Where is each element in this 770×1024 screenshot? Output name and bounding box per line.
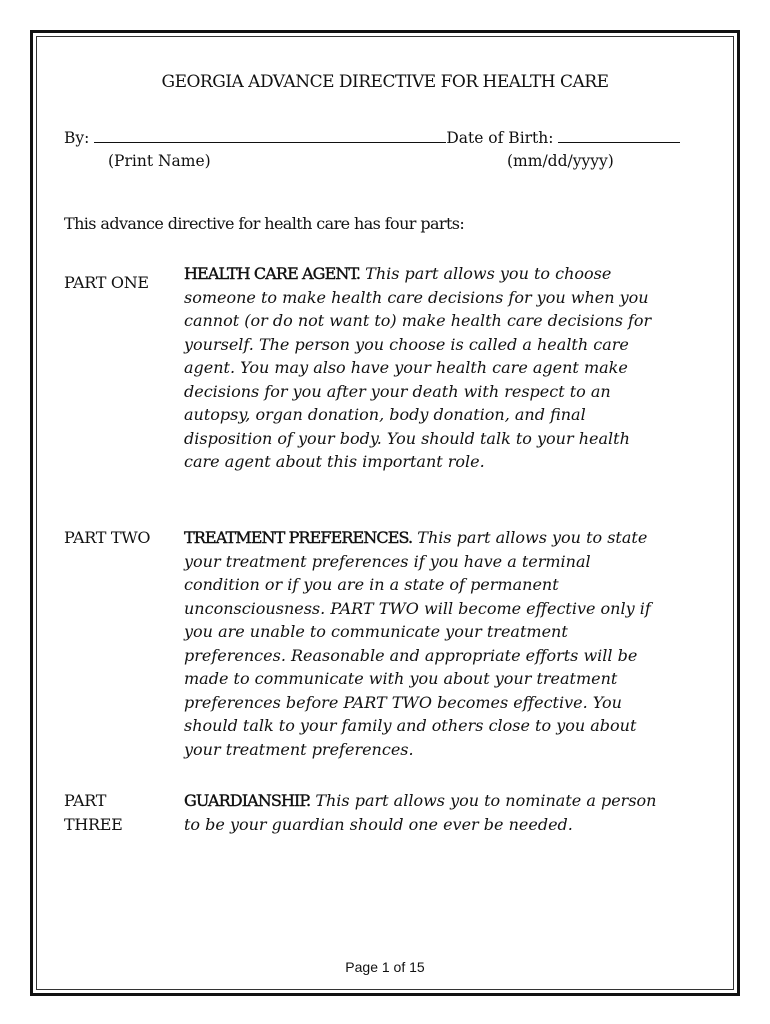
- document-title: GEORGIA ADVANCE DIRECTIVE FOR HEALTH CARE: [161, 72, 609, 92]
- name-blank-line[interactable]: [94, 130, 446, 143]
- part-two-description: This part allows you to state your treatment preferences if you have a terminal condition or if you are in a state of permanent unconsciousness. PART TWO will become effective only if you are unable to communicate your treatment preferences. Reasonable and appropriate efforts will be made to communicate with you about your treatment preferences before PART TWO becomes effective. You should talk to your family and others close to you about your treatment preferences.: [184, 528, 651, 759]
- part-three-body: [184, 789, 664, 836]
- part-one-heading: HEALTH CARE AGENT.: [184, 264, 361, 283]
- by-label: By:: [64, 129, 90, 147]
- part-one-description: This part allows you to choose someone to make health care decisions for you when you cannot (or do not want to) make health care decisions for yourself. The person you choose is called a health care agent. You may also have your health care agent make decisions for you after your death with respect to an autopsy, organ donation, body donation, and final disposition of your body. You should talk to your health care agent about this important role.: [184, 264, 652, 471]
- part-one-body: [184, 262, 664, 474]
- print-name-hint: (Print Name): [108, 152, 211, 170]
- part-three-label-line2: THREE: [64, 814, 123, 834]
- part-three-label: [64, 789, 123, 836]
- page-border-inner: [36, 36, 734, 990]
- dob-label: Date of Birth:: [446, 129, 554, 147]
- name-dob-line: [64, 129, 680, 147]
- dob-blank-line[interactable]: [558, 130, 680, 143]
- part-two-label: PART TWO: [64, 528, 151, 547]
- part-two-body: [184, 526, 664, 761]
- part-three-heading: GUARDIANSHIP.: [184, 791, 311, 810]
- dob-format-hint: (mm/dd/yyyy): [507, 152, 614, 170]
- intro-text: This advance directive for health care has four parts:: [64, 214, 465, 233]
- part-three-label-line1: PART: [64, 791, 107, 810]
- page-number: Page 1 of 15: [345, 959, 425, 975]
- part-three-description: This part allows you to nominate a person to be your guardian should one ever be needed.: [184, 791, 657, 834]
- part-two-heading: TREATMENT PREFERENCES.: [184, 528, 413, 547]
- part-one-label: PART ONE: [64, 273, 149, 292]
